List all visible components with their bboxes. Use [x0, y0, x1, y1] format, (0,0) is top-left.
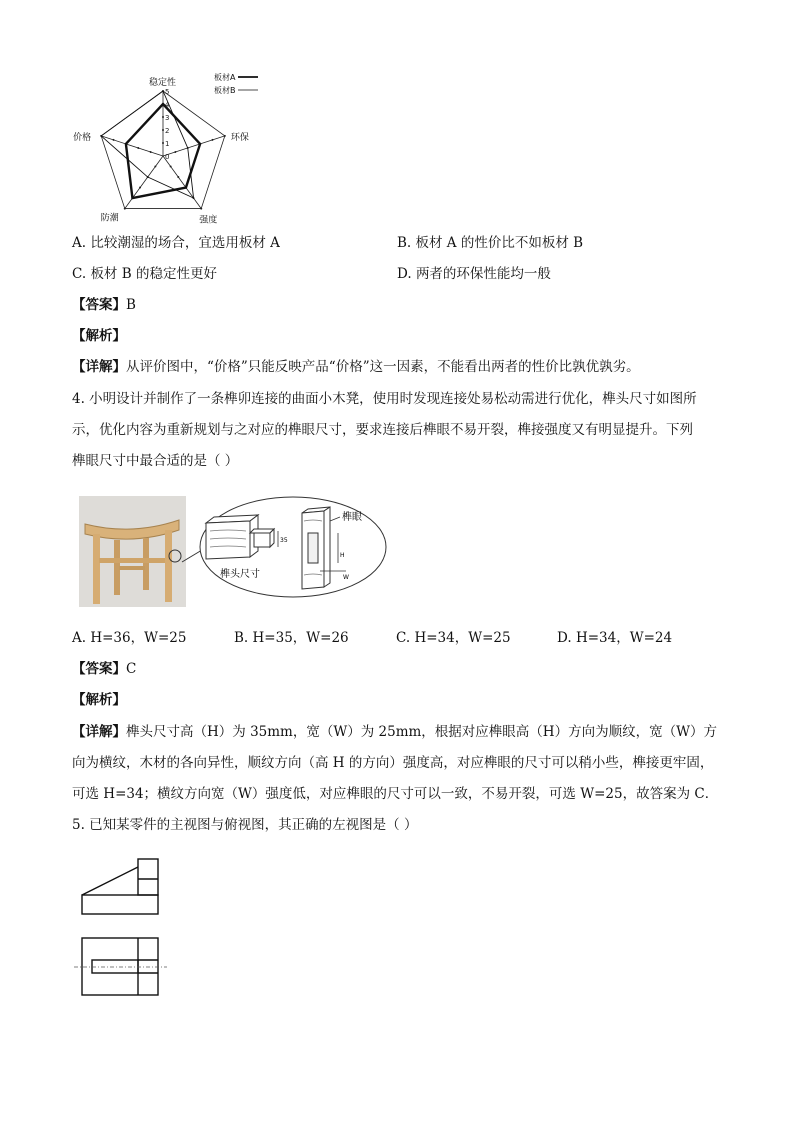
radar-tick-dot — [150, 151, 152, 153]
tenon-h-label: 35 — [280, 537, 288, 544]
q3-answer — [72, 295, 136, 315]
q4-stem-line2: 示，优化内容为重新规划与之对应的榫眼尺寸，要求连接后榫眼不易开裂，榫接强度又有明显提升。下列 — [72, 422, 693, 438]
option-label: C. — [396, 630, 411, 646]
option-label: C. — [72, 266, 87, 282]
radar-tick-dot — [154, 166, 156, 168]
option-text: 板材 A 的性价比不如板材 B — [415, 235, 584, 251]
q4-detail-line2: 向为横纹，木材的各向异性，顺纹方向（高 H 的方向）强度高，对应榫眼的尺寸可以稍小些，榫接更牢固， — [72, 755, 714, 771]
radar-chart — [66, 66, 276, 226]
radar-axis-label: 价格 — [73, 132, 92, 143]
radar-tick-dot — [137, 147, 139, 149]
top-view — [70, 932, 170, 1002]
radar-tick-label: 5 — [165, 88, 170, 96]
option-label: B. — [234, 630, 249, 646]
q4-analysis-tag: 【解析】 — [72, 692, 126, 708]
q3-option-b — [397, 233, 583, 253]
radar-tick-dot — [170, 166, 172, 168]
radar-legend-label: 板材A — [214, 73, 236, 82]
q3-option-d — [397, 264, 551, 284]
q3-option-c — [72, 264, 217, 284]
radar-axis-label: 强度 — [199, 215, 218, 226]
q4-detail-line3: 可选 H=34；横纹方向宽（W）强度低，对应榫眼的尺寸可以一致，不易开裂，可选 W=25，故答案为 C． — [72, 786, 719, 802]
q4-option-b — [234, 628, 349, 648]
radar-tick-label: 4 — [165, 101, 170, 109]
radar-legend-label: 板材B — [214, 86, 236, 95]
detail-text: 榫头尺寸高（H）为 35mm，宽（W）为 25mm，根据对应榫眼高（H）方向为顺纹，宽（W）方 — [126, 724, 717, 740]
stool-icon — [79, 496, 186, 607]
radar-tick-label: 2 — [165, 127, 170, 135]
option-text: H=34，W=24 — [575, 630, 673, 646]
radar-tick-dot — [224, 135, 226, 137]
q4-stem-line3: 榫眼尺寸中最合适的是（ ） — [72, 453, 239, 469]
radar-tick-dot — [200, 208, 202, 210]
option-text: H=35，W=26 — [252, 630, 349, 646]
radar-tick-label: 3 — [165, 114, 170, 122]
tenon-figure — [198, 495, 388, 600]
radar-axis-label: 稳定性 — [149, 78, 177, 88]
radar-tick-dot — [211, 139, 213, 141]
radar-tick-dot — [139, 187, 141, 189]
radar-axis-label: 防潮 — [100, 213, 119, 224]
q4-option-a — [72, 628, 186, 648]
radar-tick-dot — [162, 116, 164, 118]
radar-tick-dot — [162, 142, 164, 144]
option-text: 比较潮湿的场合，宜选用板材 A — [90, 235, 280, 251]
answer-tag: 【答案】 — [72, 297, 126, 313]
q4-answer — [72, 659, 136, 679]
q3-analysis-tag: 【解析】 — [72, 328, 126, 344]
radar-spoke — [163, 156, 201, 209]
q3-option-a — [72, 233, 280, 253]
q5-stem: 5. 已知某零件的主视图与俯视图，其正确的左视图是（ ） — [72, 817, 418, 833]
radar-tick-dot — [113, 139, 115, 141]
q4-stem-line1: 4. 小明设计并制作了一条榫卯连接的曲面小木凳，使用时发现连接处易松动需进行优化，榫头尺寸如图所 — [72, 391, 697, 407]
option-label: B. — [397, 235, 412, 251]
option-text: 板材 B 的稳定性更好 — [90, 266, 217, 282]
option-text: H=34，W=25 — [414, 630, 511, 646]
q4-option-c — [396, 628, 511, 648]
q4-detail-line1 — [72, 722, 717, 742]
detail-tag: 【详解】 — [72, 359, 126, 375]
front-view — [78, 853, 164, 919]
mortise-block — [302, 507, 330, 589]
radar-axis-label: 环保 — [230, 132, 249, 143]
detail-text: 从评价图中，“价格”只能反映产品“价格”这一因素，不能看出两者的性价比孰优孰劣。 — [126, 359, 640, 375]
radar-tick-label: 1 — [165, 140, 170, 148]
answer-value: B — [126, 297, 136, 313]
option-label: D. — [557, 630, 572, 646]
tenon-size-label: 榫头尺寸 — [220, 569, 260, 580]
option-text: 两者的环保性能均一般 — [415, 266, 551, 282]
option-label: D. — [397, 266, 412, 282]
option-label: A. — [72, 235, 87, 251]
detail-tag: 【详解】 — [72, 724, 126, 740]
answer-tag: 【答案】 — [72, 661, 126, 677]
q4-option-d — [557, 628, 672, 648]
q3-detail — [72, 357, 640, 377]
radar-tick-dot — [124, 208, 126, 210]
option-text: H=36，W=25 — [90, 630, 187, 646]
mortise-w-mark: W — [343, 574, 349, 581]
radar-tick-dot — [177, 176, 179, 178]
answer-value: C — [126, 661, 137, 677]
option-label: A. — [72, 630, 87, 646]
stool-photo — [79, 496, 186, 607]
mortise-label: 榫眼 — [342, 512, 362, 523]
radar-series-b — [101, 91, 193, 198]
mortise-h-mark: H — [340, 552, 345, 559]
radar-tick-label: 0 — [165, 153, 170, 161]
radar-tick-dot — [162, 129, 164, 131]
radar-tick-dot — [174, 151, 176, 153]
